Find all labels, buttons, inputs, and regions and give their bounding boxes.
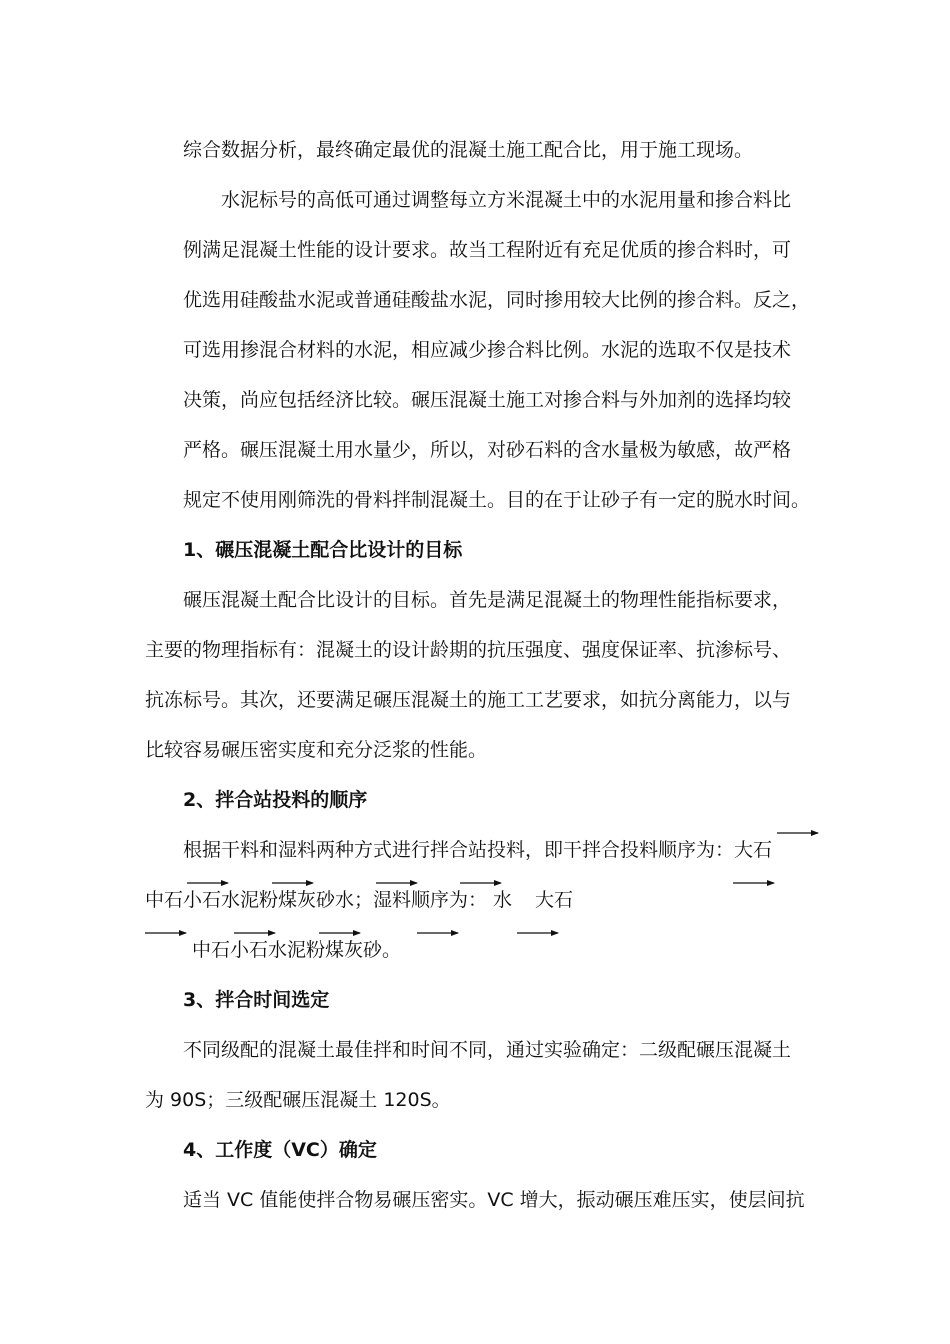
- paragraph-line: 碾压混凝土配合比设计的目标。首先是满足混凝土的物理性能指标要求，: [183, 589, 792, 611]
- paragraph-line: 根据干料和湿料两种方式进行拌合站投料，即干拌合投料顺序为：大石: [183, 839, 773, 861]
- paragraph-line: 水泥标号的高低可通过调整每立方米混凝土中的水泥用量和掺合料比: [221, 189, 792, 211]
- paragraph-line: 例满足混凝土性能的设计要求。故当工程附近有充足优质的掺合料时，可: [183, 239, 792, 261]
- section-heading: 2、拌合站投料的顺序: [183, 789, 368, 811]
- paragraph-line: 不同级配的混凝土最佳拌和时间不同，通过实验确定：二级配碾压混凝土: [183, 1039, 792, 1061]
- paragraph-line: 规定不使用刚筛洗的骨料拌制混凝土。目的在于让砂子有一定的脱水时间。: [183, 489, 811, 511]
- section-heading: 4、工作度（VC）确定: [183, 1139, 377, 1161]
- paragraph-line: 为 90S；三级配碾压混凝土 120S。: [145, 1089, 451, 1111]
- section-heading: 1、碾压混凝土配合比设计的目标: [183, 539, 463, 561]
- paragraph-segment: 水: [493, 889, 513, 911]
- paragraph-line: 中石小石水泥粉煤灰砂。: [192, 939, 402, 961]
- paragraph-line: 主要的物理指标有：混凝土的设计龄期的抗压强度、强度保证率、抗渗标号、: [145, 639, 792, 661]
- paragraph-line: 抗冻标号。其次，还要满足碾压混凝土的施工工艺要求，如抗分离能力，以与: [145, 689, 792, 711]
- paragraph-segment: 大石: [535, 889, 574, 911]
- paragraph-line: 中石小石水泥粉煤灰砂水；湿料顺序为：: [145, 889, 488, 911]
- paragraph-line: 优选用硅酸盐水泥或普通硅酸盐水泥，同时掺用较大比例的掺合料。反之，: [183, 289, 811, 311]
- paragraph-line: 适当 VC 值能使拌合物易碾压密实。VC 增大，振动碾压难压实，使层间抗: [183, 1189, 805, 1211]
- paragraph-line: 比较容易碾压密实度和充分泛浆的性能。: [145, 739, 488, 761]
- paragraph-line: 严格。碾压混凝土用水量少，所以，对砂石料的含水量极为敏感，故严格: [183, 439, 792, 461]
- section-heading: 3、拌合时间选定: [183, 989, 330, 1011]
- paragraph-line: 综合数据分析，最终确定最优的混凝土施工配合比，用于施工现场。: [183, 139, 754, 161]
- paragraph-line: 可选用掺混合材料的水泥，相应减少掺合料比例。水泥的选取不仅是技术: [183, 339, 792, 361]
- paragraph-line: 决策，尚应包括经济比较。碾压混凝土施工对掺合料与外加剂的选择均较: [183, 389, 792, 411]
